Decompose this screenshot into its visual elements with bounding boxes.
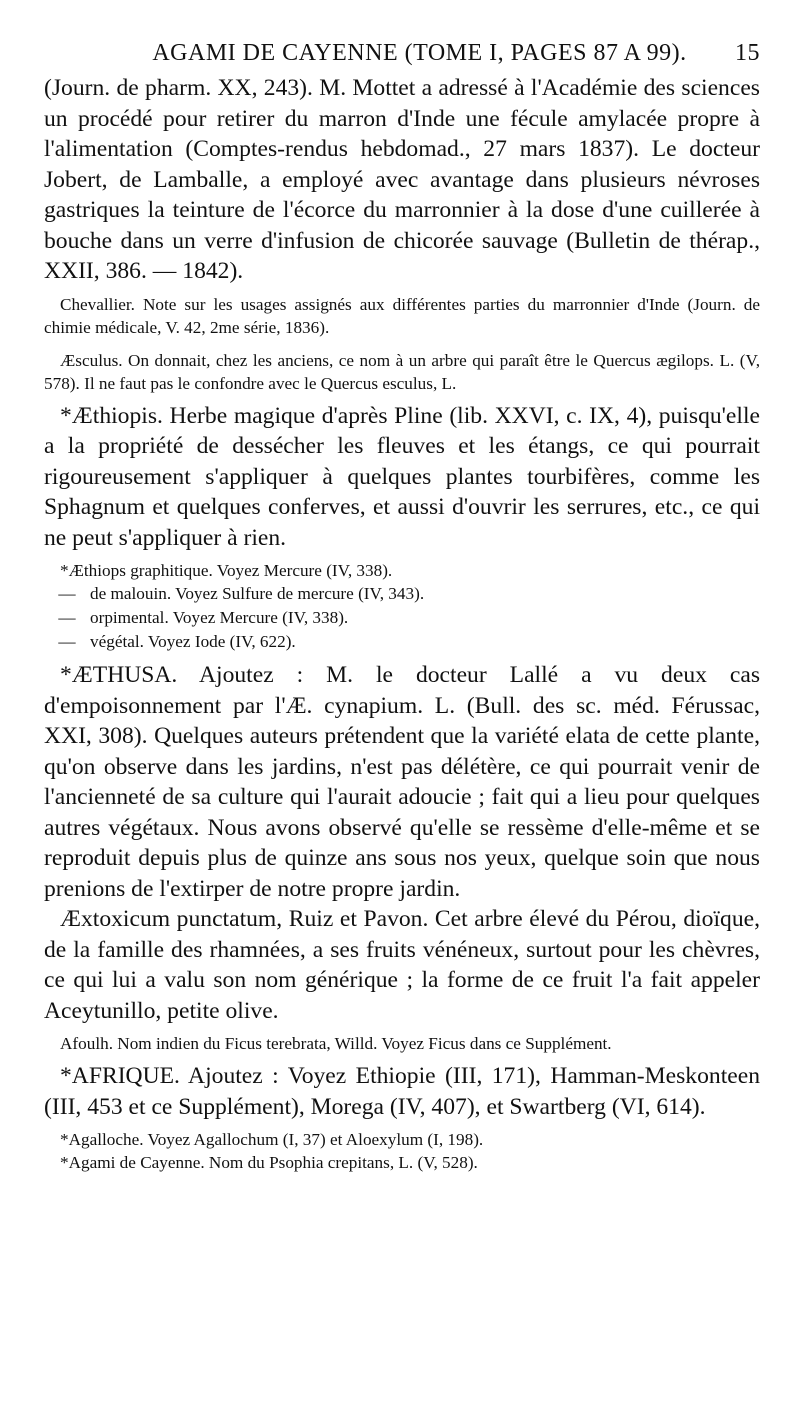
entry-agalloche: *Agalloche. Voyez Agallochum (I, 37) et Aloexylum (I, 198). (60, 1130, 484, 1149)
ditto-dash: — (58, 584, 76, 603)
entry-afoulh: Afoulh. Nom indien du Ficus terebrata, Willd. Voyez Ficus dans ce Supplément. (60, 1034, 612, 1053)
entry-aethiopis: *Æthiopis. Herbe magique d'après Pline (lib. XXVI, c. IX, 4), puisqu'elle a la propriété de dessécher les fleuves et les étangs, ce qui pourrait rigoureusement s'appliquer à quelques plantes tourbifères, comme les Sphagnum et quelques conferves, et aussi d'ouvrir les serrures, etc., ce qui ne peut s'appliquer à rien. (44, 402, 760, 551)
entry-aethiops-malouin (44, 582, 760, 606)
entry-aethiops-vegetal-text: végétal. Voyez Iode (IV, 622). (90, 632, 296, 651)
page-number: 15 (735, 40, 760, 66)
entry-aethiops-vegetal (44, 630, 760, 654)
page (44, 40, 760, 1174)
reference-chevallier: Chevallier. Note sur les usages assignés aux différentes parties du marronnier d'Inde (Journ. de chimie médicale, V. 42, 2me série, 1836). (44, 294, 760, 337)
page-body (44, 73, 760, 1174)
entry-aethiops-graphitique: *Æthiops graphitique. Voyez Mercure (IV, 338). (60, 561, 393, 580)
entry-afrique: *AFRIQUE. Ajoutez : Voyez Ethiopie (III, 171), Hamman-Meskonteen (III, 453 et ce Supplément), Morega (IV, 407), et Swartberg (VI, 614). (44, 1063, 760, 1120)
entry-aethiops-orpimental-text: orpimental. Voyez Mercure (IV, 338). (90, 608, 349, 627)
entry-agami-de-cayenne: *Agami de Cayenne. Nom du Psophia crepitans, L. (V, 528). (60, 1153, 478, 1172)
running-title: AGAMI DE CAYENNE (TOME I, PAGES 87 A 99). (152, 40, 687, 66)
entry-aethiops-malouin-text: de malouin. Voyez Sulfure de mercure (IV, 343). (90, 584, 425, 603)
running-header (44, 40, 760, 67)
paragraph-marron-continuation: (Journ. de pharm. XX, 243). M. Mottet a adressé à l'Académie des sciences un procédé pour retirer du marron d'Inde une fécule amylacée propre à l'alimentation (Comptes-rendus hebdomad., 27 mars 1837). Le docteur Jobert, de Lamballe, a employé avec avantage dans plusieurs névroses gastriques la teinture de l'écorce du marronnier à la dose d'une cuillerée à bouche dans un verre d'infusion de chicorée sauvage (Bulletin de thérap., XXII, 386. — 1842). (44, 75, 760, 284)
entry-aethusa: *ÆTHUSA. Ajoutez : M. le docteur Lallé a vu deux cas d'empoisonnement par l'Æ. cynapium. L. (Bull. des sc. méd. Férussac, XXI, 308). Quelques auteurs prétendent que la variété elata de cette plante, qu'on observe dans les jardins, n'est pas délétère, ce qui pourrait venir de l'ancienneté de sa culture qui l'aurait adoucie ; fait qui a lieu pour quelques autres végétaux. Nous avons observé qu'elle se ressème d'elle-même et se reproduit depuis plus de quinze ans sous nos yeux, quelque soin que nous prenions de l'extirper de notre propre jardin. (44, 662, 760, 902)
entry-aethiops-orpimental (44, 606, 760, 630)
entry-aesculus: Æsculus. On donnait, chez les anciens, ce nom à un arbre qui paraît être le Quercus ægilops. L. (V, 578). Il ne faut pas le confondre avec le Quercus esculus, L. (44, 350, 760, 393)
entry-aextoxicum: Æxtoxicum punctatum, Ruiz et Pavon. Cet arbre élevé du Pérou, dioïque, de la famille des rhamnées, a ses fruits vénéneux, surtout pour les chèvres, ce qui lui a valu son nom générique ; la forme de ce fruit l'a fait appeler Aceytunillo, petite olive. (44, 906, 760, 1024)
ditto-dash: — (58, 608, 76, 627)
ditto-dash: — (58, 632, 76, 651)
